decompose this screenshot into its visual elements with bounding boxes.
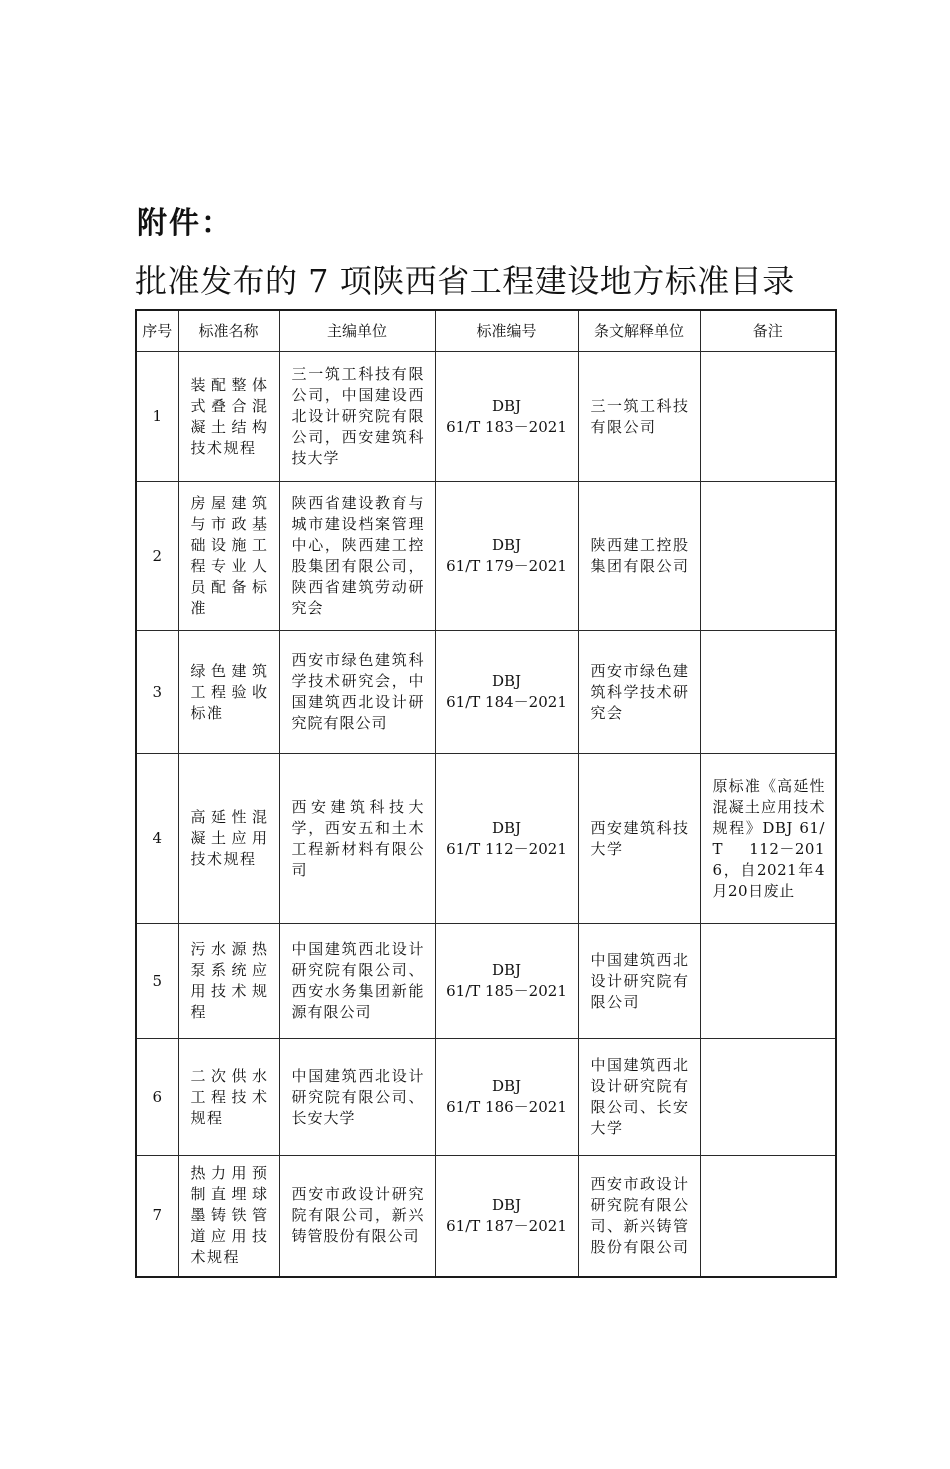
interpreter-unit: 三一筑工科技有限公司 <box>578 352 700 482</box>
interpreter-unit: 西安市政设计研究院有限公司、新兴铸管股份有限公司 <box>578 1156 700 1277</box>
standard-code <box>435 1156 578 1277</box>
interpreter-unit: 西安建筑科技大学 <box>578 754 700 924</box>
row-no: 2 <box>136 482 178 631</box>
remark <box>700 631 836 754</box>
editor-unit: 三一筑工科技有限公司，中国建设西北设计研究院有限公司，西安建筑科技大学 <box>279 352 435 482</box>
standard-code <box>435 924 578 1039</box>
remark <box>700 1039 836 1156</box>
remark <box>700 1156 836 1277</box>
standard-name: 房屋建筑与市政基础设施工程专业人员配备标准 <box>178 482 279 631</box>
table-row <box>136 352 836 482</box>
editor-unit: 中国建筑西北设计研究院有限公司、长安大学 <box>279 1039 435 1156</box>
remark <box>700 352 836 482</box>
standard-name: 二次供水工程技术规程 <box>178 1039 279 1156</box>
row-no: 7 <box>136 1156 178 1277</box>
code-prefix: DBJ <box>491 672 522 690</box>
table-row <box>136 924 836 1039</box>
editor-unit: 西安市绿色建筑科学技术研究会，中国建筑西北设计研究院有限公司 <box>279 631 435 754</box>
standard-code <box>435 352 578 482</box>
header-interpreter: 条文解释单位 <box>578 310 700 352</box>
standard-code <box>435 1039 578 1156</box>
remark: 原标准《高延性混凝土应用技术规程》DBJ 61/T 112－2016，自2021年4月20日废止 <box>700 754 836 924</box>
editor-unit: 西安建筑科技大学，西安五和土木工程新材料有限公司 <box>279 754 435 924</box>
code-number: 61/T 186－2021 <box>446 1098 567 1116</box>
header-no: 序号 <box>136 310 178 352</box>
row-no: 3 <box>136 631 178 754</box>
standard-name: 绿色建筑工程验收标准 <box>178 631 279 754</box>
page-title: 批准发布的 7 项陕西省工程建设地方标准目录 <box>135 262 795 300</box>
standard-name: 污水源热泵系统应用技术规程 <box>178 924 279 1039</box>
table-row <box>136 1156 836 1277</box>
attachment-label: 附件： <box>137 206 233 241</box>
code-number: 61/T 184－2021 <box>446 693 567 711</box>
code-number: 61/T 183－2021 <box>446 417 567 436</box>
interpreter-unit: 西安市绿色建筑科学技术研究会 <box>578 631 700 754</box>
header-remark: 备注 <box>700 310 836 352</box>
standards-table <box>135 309 837 1278</box>
code-prefix: DBJ <box>491 536 522 554</box>
code-prefix: DBJ <box>491 961 522 979</box>
row-no: 6 <box>136 1039 178 1156</box>
code-prefix: DBJ <box>491 396 522 415</box>
row-no: 5 <box>136 924 178 1039</box>
code-number: 61/T 179－2021 <box>446 557 567 575</box>
standard-name: 热力用预制直埋球墨铸铁管道应用技术规程 <box>178 1156 279 1277</box>
code-number: 61/T 112－2021 <box>446 839 567 858</box>
table-header-row <box>136 310 836 352</box>
code-number: 61/T 185－2021 <box>446 982 567 1000</box>
code-number: 61/T 187－2021 <box>446 1216 567 1235</box>
remark <box>700 482 836 631</box>
header-editor: 主编单位 <box>279 310 435 352</box>
interpreter-unit: 陕西建工控股集团有限公司 <box>578 482 700 631</box>
editor-unit: 中国建筑西北设计研究院有限公司、西安水务集团新能源有限公司 <box>279 924 435 1039</box>
remark <box>700 924 836 1039</box>
table-row <box>136 482 836 631</box>
code-prefix: DBJ <box>491 1195 522 1214</box>
standard-code <box>435 482 578 631</box>
row-no: 4 <box>136 754 178 924</box>
table-row <box>136 1039 836 1156</box>
code-prefix: DBJ <box>491 1077 522 1095</box>
standard-code <box>435 631 578 754</box>
interpreter-unit: 中国建筑西北设计研究院有限公司、长安大学 <box>578 1039 700 1156</box>
standard-name: 高延性混凝土应用技术规程 <box>178 754 279 924</box>
standard-name: 装配整体式叠合混凝土结构技术规程 <box>178 352 279 482</box>
code-prefix: DBJ <box>491 818 522 837</box>
row-no: 1 <box>136 352 178 482</box>
editor-unit: 陕西省建设教育与城市建设档案管理中心，陕西建工控股集团有限公司，陕西省建筑劳动研究会 <box>279 482 435 631</box>
interpreter-unit: 中国建筑西北设计研究院有限公司 <box>578 924 700 1039</box>
editor-unit: 西安市政设计研究院有限公司，新兴铸管股份有限公司 <box>279 1156 435 1277</box>
standard-code <box>435 754 578 924</box>
table-row <box>136 754 836 924</box>
header-code: 标准编号 <box>435 310 578 352</box>
header-name: 标准名称 <box>178 310 279 352</box>
table-row <box>136 631 836 754</box>
